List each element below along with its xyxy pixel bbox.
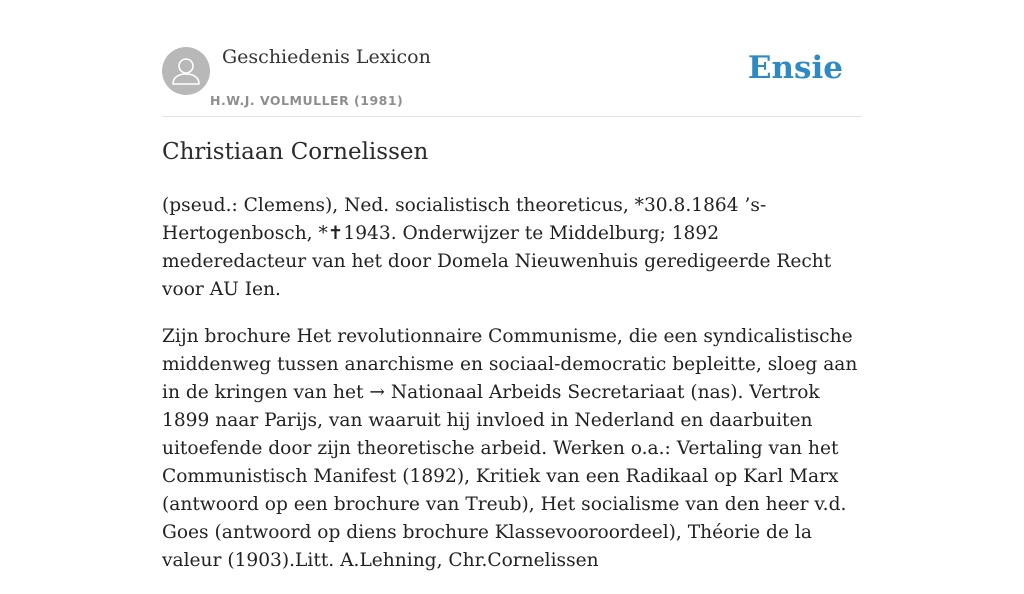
paragraph: Zijn brochure Het revolutionnaire Communisme, die een syndicalistische middenweg tussen anarchisme en sociaal-democratic bepleitte, sloeg aan in de kringen van het → Nationaal Arbeids Secretariaat (nas). Vertrok 1899 naar Parijs, van waaruit hij invloed in Nederland en daarbuiten uitoefende door zijn theoretische arbeid. Werken o.a.: Vertaling van het Communistisch Manifest (1892), Kritiek van een Radikaal op Karl Marx (antwoord op een brochure van Treub), Het socialisme van den heer v.d. Goes (antwoord op diens brochure Klassevooroordeel), Théorie de la valeur (1903).Litt. A.Lehning, Chr.Cornelissen [162,326,858,571]
user-silhouette-icon [162,47,210,95]
page-container [162,0,862,571]
author-credit: H.W.J. VOLMULLER (1981) [210,93,404,108]
avatar[interactable] [162,47,210,95]
source-header [162,0,862,117]
article-body [162,192,862,594]
paragraph: (pseud.: Clemens), Ned. socialistisch theoreticus, *30.8.1864 ’s-Hertogenbosch, *✝1943. Onderwijzer te Middelburg; 1892 mederedacteur van het door Domela Nieuwenhuis geredigeerde Recht voor AU Ien. [162,195,832,300]
article-title: Christiaan Cornelissen [162,139,429,165]
source-title[interactable]: Geschiedenis Lexicon [222,46,431,68]
brand-logo[interactable]: Ensie [747,50,843,86]
